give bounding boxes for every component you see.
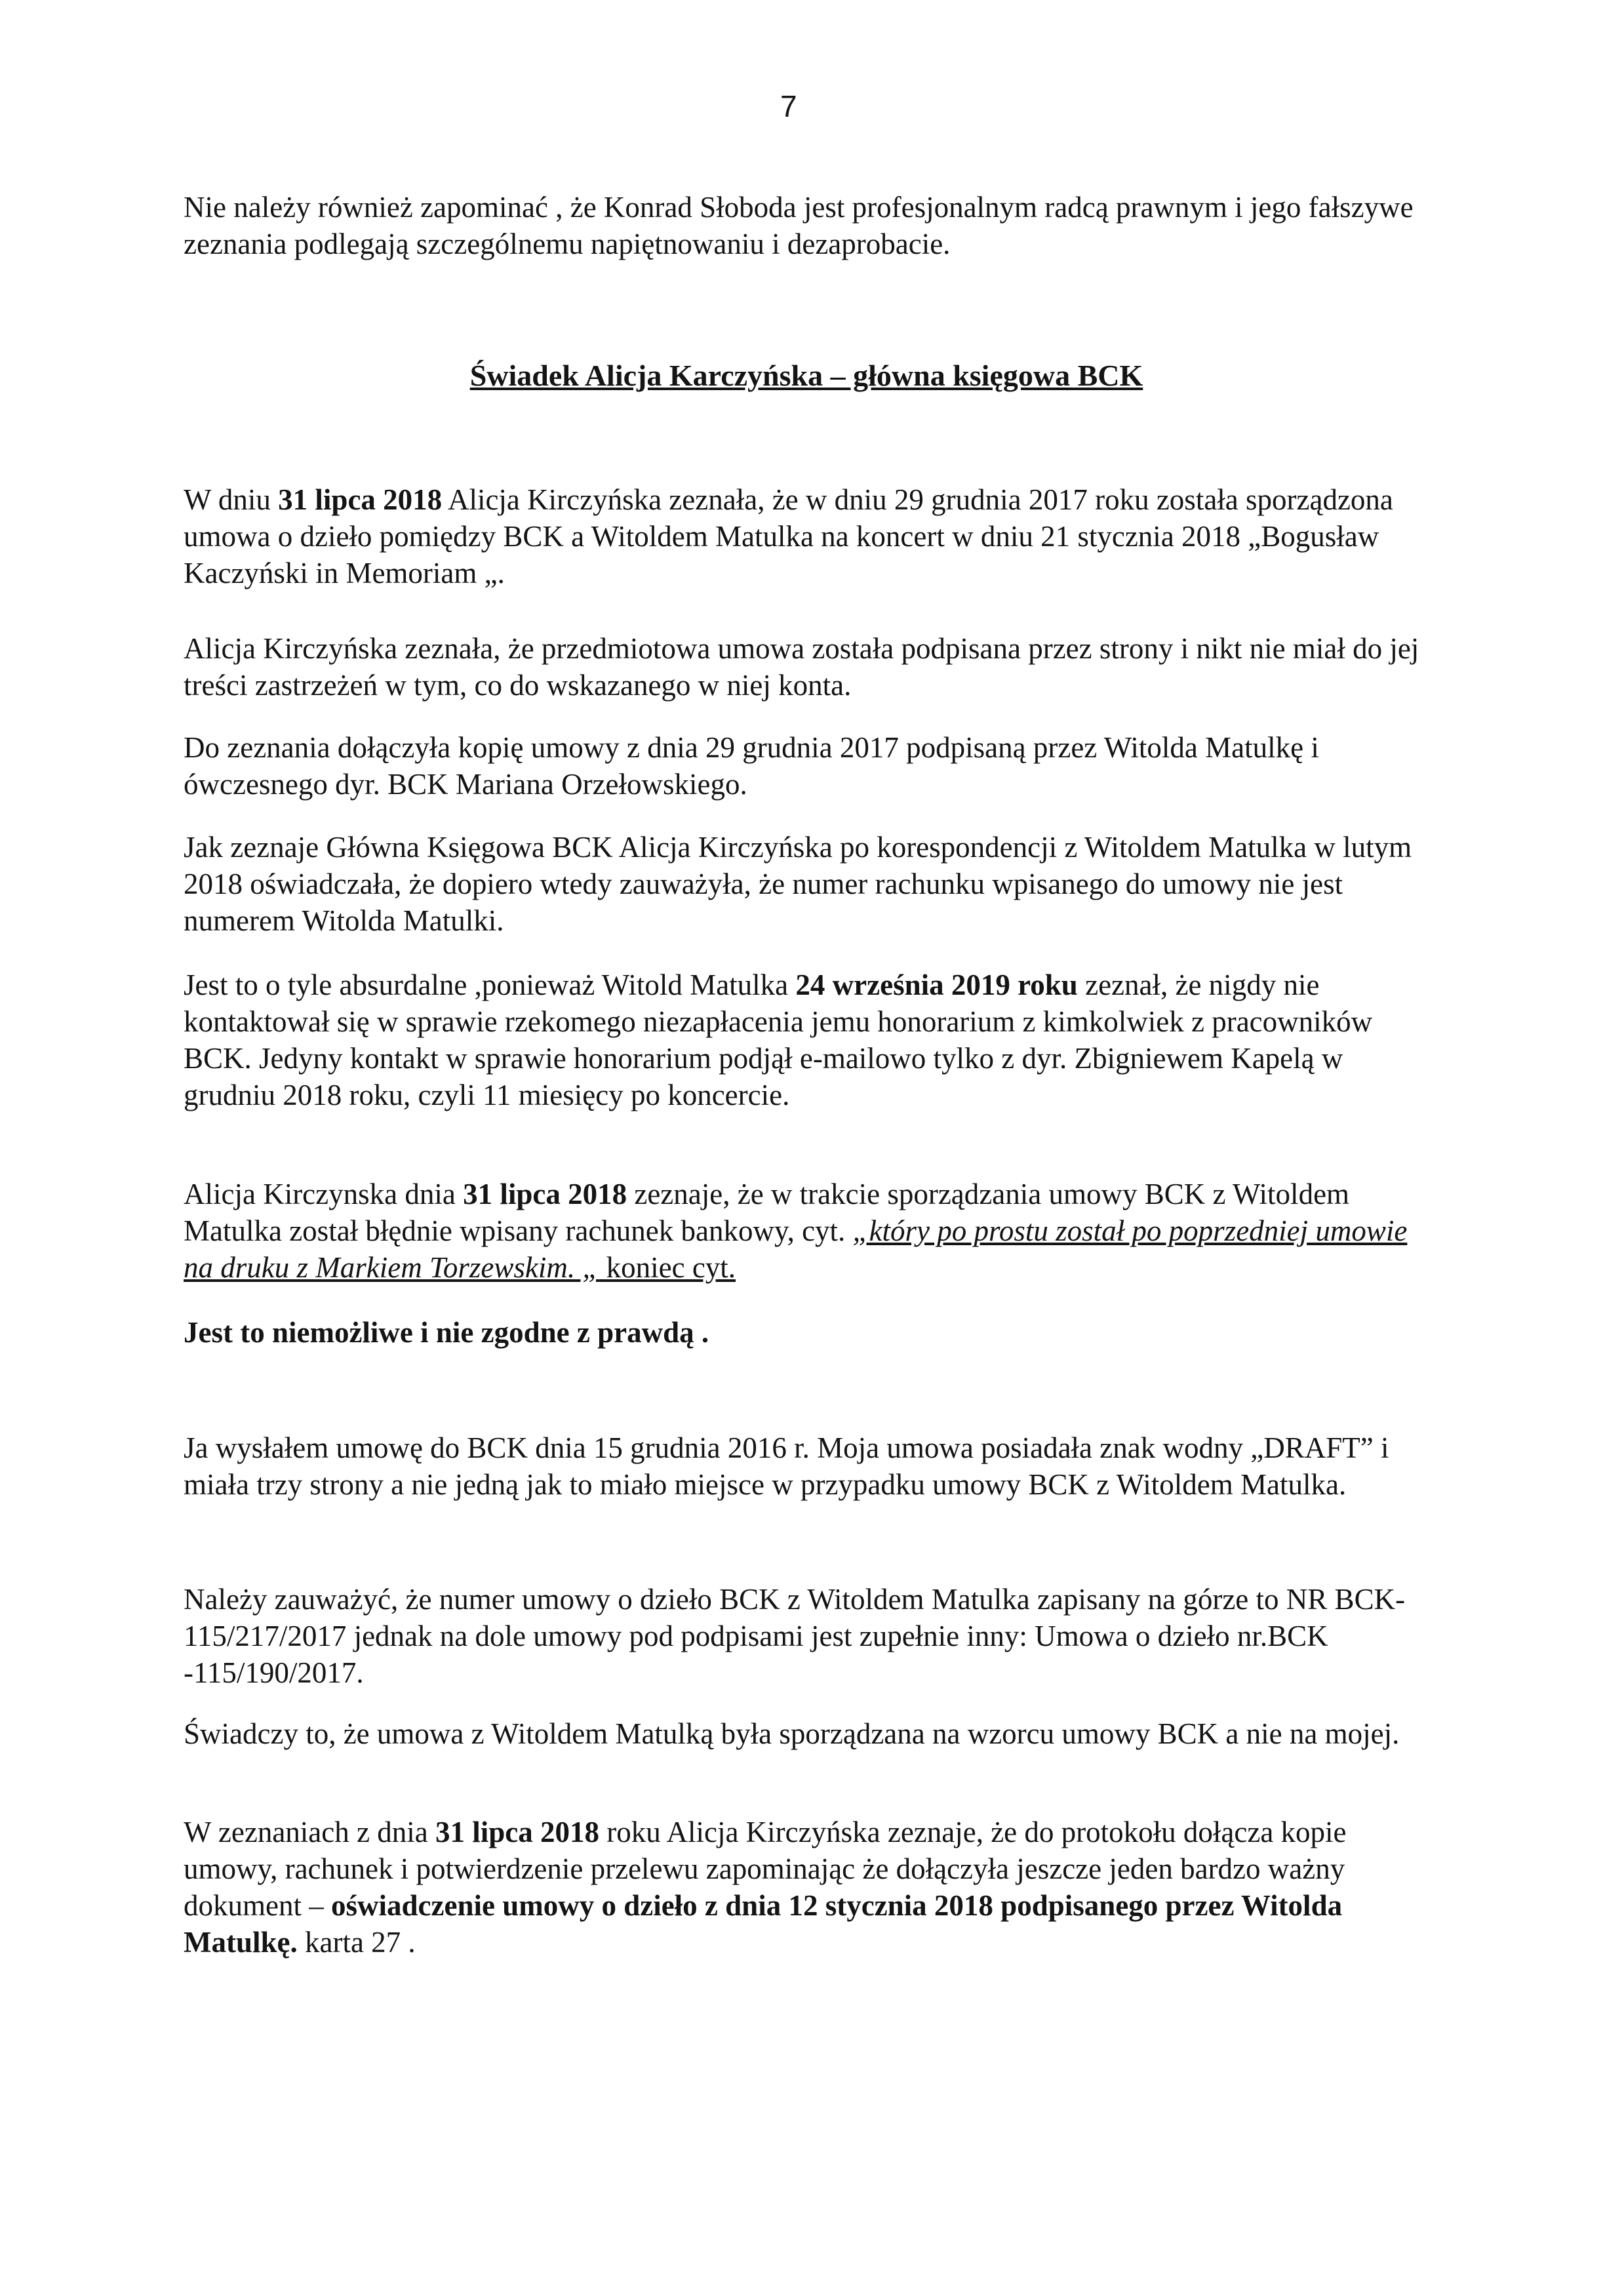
p1-date: 31 lipca 2018	[278, 483, 443, 516]
page-number: 7	[780, 89, 797, 123]
p2-text: Alicja Kirczyńska zeznała, że przedmiotowa umowa została podpisana przez strony i nikt nie miał do jej treści zastrzeżeń w tym, co do wskazanego w niej konta.	[184, 632, 1419, 702]
p6-date: 31 lipca 2018	[463, 1178, 627, 1210]
paragraph-11	[184, 1814, 1429, 1961]
p5-text-c: zeznał, że nigdy nie kontaktował się w sprawie rzekomego niezapłacenia jemu honorarium z kimkolwiek z pracowników BCK. Jedyny kontakt w sprawie honorarium podjął e-mailowo tylko z dyr. Zbigniewem Kapelą w grudniu 2018 roku, czyli 11 miesięcy po koncercie.	[184, 968, 1373, 1111]
paragraph-3	[184, 729, 1429, 803]
intro-text: Nie należy również zapominać , że Konrad Słoboda jest profesjonalnym radcą prawnym i jego fałszywe zeznania podlegają szczególnemu napiętnowaniu i dezaprobacie.	[184, 191, 1414, 260]
paragraph-10	[184, 1715, 1429, 1752]
p3-text: Do zeznania dołączyła kopię umowy z dnia 29 grudnia 2017 podpisaną przez Witolda Matulkę i ówczesnego dyr. BCK Mariana Orzełowskiego.	[184, 731, 1319, 801]
paragraph-9	[184, 1581, 1429, 1691]
paragraph-6	[184, 1176, 1429, 1286]
p6-text-a: Alicja Kirczynska dnia	[184, 1178, 464, 1210]
p7-text: Jest to niemożliwe i nie zgodne z prawdą .	[184, 1316, 709, 1349]
p8-text: Ja wysłałem umowę do BCK dnia 15 grudnia 2016 r. Moja umowa posiadała znak wodny „DRAFT” i miała trzy strony a nie jedną jak to miało miejsce w przypadku umowy BCK z Witoldem Matulka.	[184, 1431, 1389, 1501]
paragraph-1	[184, 481, 1429, 591]
p6-quote: „który po prostu został po poprzedniej umowie na druku z Markiem Torzewskim. „	[184, 1214, 1408, 1284]
p10-text: Świadczy to, że umowa z Witoldem Matulką była sporządzana na wzorcu umowy BCK a nie na mojej.	[184, 1717, 1400, 1750]
p1-text-a: W dniu	[184, 483, 279, 516]
p5-date: 24 września 2019 roku	[795, 968, 1078, 1001]
p11-text-e: karta 27 .	[297, 1926, 416, 1959]
p5-text-a: Jest to o tyle absurdalne ,ponieważ Witold Matulka	[184, 968, 796, 1001]
p9-text: Należy zauważyć, że numer umowy o dzieło BCK z Witoldem Matulka zapisany na górze to NR BCK-115/217/2017 jednak na dole umowy pod podpisami jest zupełnie inny: Umowa o dzieło nr.BCK -115/190/2017.	[184, 1583, 1406, 1689]
p1-text-c: Alicja Kirczyńska zeznała, że w dniu 29 grudnia 2017 roku została sporządzona umowa o dzieło pomiędzy BCK a Witoldem Matulka na koncert w dniu 21 stycznia 2018 „Bogusław Kaczyński in Memoriam „.	[184, 483, 1393, 589]
paragraph-7	[184, 1314, 1429, 1351]
p11-text-a: W zeznaniach z dnia	[184, 1816, 435, 1848]
section-heading: Świadek Alicja Karczyńska – główna księgowa BCK	[469, 359, 1143, 392]
p11-date: 31 lipca 2018	[435, 1816, 599, 1848]
intro-paragraph	[184, 189, 1429, 262]
p11-text-c: roku Alicja Kirczyńska zeznaje, że do protokołu dołącza kopie umowy, rachunek i potwierdzenie przelewu zapominając że dołączyła jeszcze jeden bardzo ważny dokument –	[184, 1816, 1347, 1922]
p6-end-quote: koniec cyt.	[599, 1251, 736, 1284]
paragraph-5	[184, 967, 1429, 1113]
p11-document: oświadczenie umowy o dzieło z dnia 12 stycznia 2018 podpisanego przez Witolda Matulkę.	[184, 1889, 1343, 1959]
paragraph-8	[184, 1429, 1429, 1503]
p6-text-c: zeznaje, że w trakcie sporządzania umowy BCK z Witoldem Matulka został błędnie wpisany rachunek bankowy, cyt.	[184, 1178, 1350, 1247]
p4-text: Jak zeznaje Główna Księgowa BCK Alicja Kirczyńska po korespondencji z Witoldem Matulka w lutym 2018 oświadczała, że dopiero wtedy zauważyła, że numer rachunku wpisanego do umowy nie jest numerem Witolda Matulki.	[184, 831, 1412, 937]
paragraph-4	[184, 829, 1429, 939]
paragraph-2	[184, 630, 1429, 704]
